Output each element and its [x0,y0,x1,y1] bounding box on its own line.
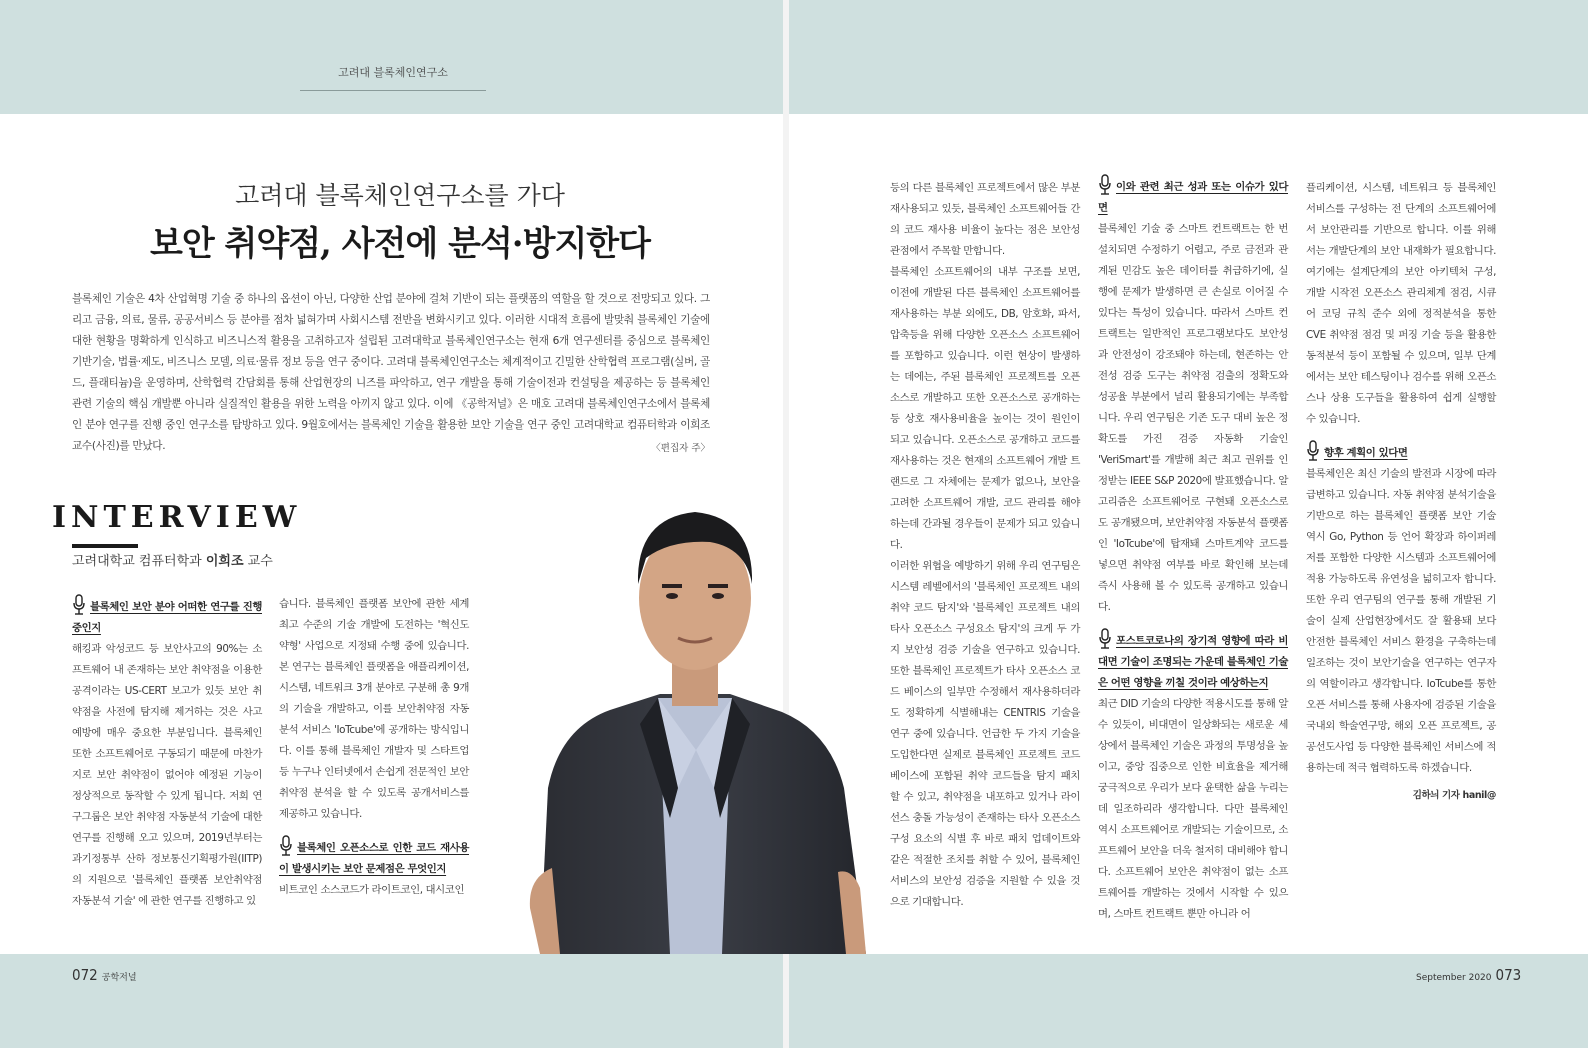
left-page-number: 072 [72,966,98,984]
interview-heading: INTERVIEW [52,500,302,535]
question-4 [1098,628,1288,694]
column-1 [72,594,262,912]
answer-2-start: 비트코인 소스코드가 라이트코인, 대시코인 [279,884,465,896]
byline-name: 이희조 [205,554,244,569]
byline-rule [72,544,138,548]
answer-2-para2: 블록체인 소프트웨어의 내부 구조를 보면, 이전에 개발된 다른 블록체인 소프트웨어를 재사용하는 부분 외에도, DB, 암호화, 파서, 압축등을 위해 다양한 오픈소스 소프트웨어를 포함하고 있습니다. 이런 현상이 발생하는 데에는, 주된 블록체인 프로젝트를 오픈소스로 개발하고 또한 오픈소스로 공개하는 등 상호 재사용비율을 높이는 것이 원인이 되고 있습니다. 오픈소스로 공개하고 코드를 재사용하는 것은 현재의 소프트웨어 개발 트랜드로 그 자체에는 문제가 없으나, 보안을 고려한 소프트웨어 개발, 코드 관리를 해야 하는데 간과될 경우들이 문제가 되고 있습니다. [890,266,1080,551]
question-3 [1098,174,1288,219]
column-3 [890,178,1080,913]
answer-1: 해킹과 악성코드 등 보안사고의 90%는 소프트웨어 내 존재하는 보안 취약점을 이용한 공격이라는 US-CERT 보고가 있듯 보안 취약점을 사전에 탐지해 제거하는 것은 사고 예방에 매우 중요한 부분입니다. 블록체인 또한 소프트웨어로 구동되기 때문에 마찬가지로 보안 취약점이 없어야 예정된 기능이 정상적으로 동작할 수 있게 됩니다. 저희 연구그룹은 보안 취약점 자동분석 기술에 대한 연구를 진행해 오고 있으며, 2019년부터는 과기정통부 산하 정보통신기획평가원(IITP)의 지원으로 '블록체인 플랫폼 보안취약점 자동분석 기술' 에 관한 연구를 진행하고 있 [72,643,262,907]
article-kicker: 고려대 블록체인연구소를 가다 [235,181,565,210]
article-headline: 보안 취약점, 사전에 분석·방지한다 [150,224,650,264]
microphone-icon [279,835,293,857]
article-lead: 블록체인 기술은 4차 산업혁명 기술 중 하나의 옵션이 아닌, 다양한 산업 분야에 걸쳐 기반이 되는 플랫폼의 역할을 할 것으로 전망되고 있다. 그리고 금융, 의료, 물류, 공공서비스 등 분야를 점차 넓혀가며 사회시스템 전반을 변화시키고 있다. 이러한 시대적 흐름에 발맞춰 블록체인 기술에 대한 현황을 명확하게 인식하고 비즈니스적 활용을 고취하고자 설립된 고려대학교 블록체인연구소는 현재 6개 연구센터를 중심으로 블록체인 기반기술, 법률·제도, 비즈니스 모델, 의료·물류 정보 등을 연구 중이다. 고려대 블록체인연구소는 체계적이고 긴밀한 산학협력 프로그램(실버, 골드, 플래티늄)을 운영하며, 산학협력 간담회를 통해 산업현장의 니즈를 파악하고, 연구 개발을 통해 기술이전과 컨설팅을 제공하는 등 블록체인 관련 기술의 핵심 개발뿐 아니라 실질적인 활용을 위한 노력을 아끼지 않고 있다. 이에 《공학저널》은 매호 고려대 블록체인연구소에서 블록체인 분야 연구를 진행 중인 연구소를 탐방하고 있다. 9월호에서는 블록체인 기술을 활용한 보안 기술을 연구 중인 고려대학교 컴퓨터학과 이희조 교수(사진)를 만났다. [72,293,710,452]
answer-3: 블록체인 기술 중 스마트 컨트랙트는 한 번 설치되면 수정하기 어렵고, 주로 금전과 관계된 민감도 높은 데이터를 취급하기에, 실행에 문제가 발생하면 큰 손실로 이어질 수 있다는 특성이 있습니다. 따라서 스마트 컨트랙트는 일반적인 프로그램보다도 보안성과 안전성이 강조돼야 하는데, 현존하는 안전성 검증 도구는 취약점 검출의 정확도와 성공율 부분에서 널리 활용되기에는 부족합니다. 우리 연구팀은 기존 도구 대비 높은 정확도를 가진 검증 자동화 기술인 'VeriSmart'를 개발해 최근 최고 권위를 인정받는 IEEE S&P 2020에 발표했습니다. 알고리즘은 소프트웨어로 구현돼 오픈소스로도 공개됐으며, 보안취약점 자동분석 플랫폼인 'IoTcube'에 탑재돼 스마트계약 코드를 넣으면 취약점 여부를 바로 확인해 보는데 즉시 사용해 볼 수 있도록 공개하고 있습니다. [1098,223,1288,613]
top-band [0,0,1588,114]
byline-title: 교수 [243,554,273,569]
microphone-icon [72,594,86,616]
answer-4: 최근 DID 기술의 다양한 적용시도를 통해 알 수 있듯이, 비대면이 일상화되는 새로운 세상에서 블록체인 기술은 과정의 투명성을 높이고, 중앙 집중으로 인한 비효율을 제거해 궁극적으로 우리가 보다 윤택한 삶을 누리는데 일조하리라 생각합니다. 다만 블록체인 역시 소프트웨어로 개발되는 기술이므로, 소프트웨어 보안을 더욱 철저히 대비해야 합니다. 소프트웨어 보안은 취약점이 없는 소프트웨어를 개발하는 것에서 시작할 수 있으며, 스마트 컨트랙트 뿐만 아니라 어 [1098,698,1288,920]
question-5 [1306,440,1496,464]
left-magazine-name: 공학저널 [101,973,137,983]
question-4-text: 포스트코로나의 장기적 영향에 따라 비대면 기술이 조명되는 가운데 블록체인 기술은 어떤 영향을 끼칠 것이라 예상하는지 [1098,635,1288,689]
microphone-icon [1098,174,1112,196]
question-1 [72,594,262,639]
answer-1-cont: 습니다. 블록체인 플랫폼 보안에 관한 세계 최고 수준의 기술 개발에 도전하는 '혁신도약형' 사업으로 지정돼 수행 중에 있습니다. 본 연구는 블록체인 플랫폼을 애플리케이션, 시스템, 네트워크 3개 분야로 구분해 총 9개의 기술을 개발하고, 이를 보안취약점 자동 분석 서비스 'IoTcube'에 공개하는 방식입니다. 이를 통해 블록체인 개발자 및 스타트업 등 누구나 인터넷에서 손쉽게 전문적인 보안 취약점 분석을 할 수 있도록 공개서비스를 제공하고 있습니다. [279,598,469,820]
answer-5: 블록체인은 최신 기술의 발전과 시장에 따라 급변하고 있습니다. 자동 취약점 분석기술을 기반으로 하는 블록체인 플랫폼 보안 기술 역시 Go, Python 등 언어 확장과 하이퍼레저를 포함한 다양한 시스템과 소프트웨어에 적용 가능하도록 유연성을 넓히고자 합니다. 또한 우리 연구팀의 연구를 통해 개발된 기술이 실제 산업현장에서도 잘 활용돼 보다 안전한 블록체인 서비스 환경을 구축하는데 일조하는 것이 보안기술을 연구하는 연구자의 역할이라고 생각합니다. IoTcube를 통한 오픈 서비스를 통해 사용자에 검증된 기술을 국내외 학술연구망, 해외 오픈 프로젝트, 공공선도사업 등 다양한 블록체인 서비스에 적용하는데 적극 협력하도록 하겠습니다. [1306,468,1496,774]
answer-2-cont: 등의 다른 블록체인 프로젝트에서 많은 부분 재사용되고 있듯, 블록체인 소프트웨어들 간의 코드 재사용 비율이 높다는 점은 보안성 관점에서 주목할 만합니다. [890,182,1080,257]
column-5 [1306,178,1496,806]
answer-2-para3: 이러한 위협을 예방하기 위해 우리 연구팀은 시스템 레벨에서의 '블록체인 프로젝트 내의 취약 코드 탐지'와 '블록체인 프로젝트 내의 타사 오픈소스 구성요소 탐지'의 크게 두 가지 보안성 검증 기술을 연구하고 있습니다. 또한 블록체인 프로젝트가 타사 오픈소스 코드 베이스의 일부만 수정해서 재사용하더라도 정확하게 식별해내는 CENTRIS 기술을 연구 중에 있습니다. 언급한 두 가지 기술을 도입한다면 실제로 블록체인 프로젝트 코드 베이스에 포함된 취약 코드들을 탐지 패치 할 수 있고, 취약점을 내포하고 있거나 라이선스 충돌 가능성이 존재하는 타사 오픈소스 구성 요소의 식별 후 바로 패치 업데이트와 같은 적절한 조치를 취할 수 있어, 블록체인 서비스의 보안성 검증을 지원할 수 있을 것으로 기대합니다. [890,560,1080,908]
question-2-text: 블록체인 오픈소스로 인한 코드 재사용이 발생시키는 보안 문제점은 무엇인지 [279,842,469,875]
question-2 [279,835,469,880]
column-4 [1098,174,1288,925]
reporter-credit: 김하늬 기자 hanil@ [1412,790,1496,801]
column-2 [279,594,469,901]
byline [72,550,273,569]
running-head: 고려대 블록체인연구소 [300,64,486,91]
editor-note: 〈편집자 주〉 [651,443,710,454]
byline-dept: 고려대학교 컴퓨터학과 [72,554,206,569]
question-3-text: 이와 관련 최근 성과 또는 이슈가 있다면 [1098,181,1288,214]
bottom-band [0,954,1588,1048]
right-page-number: 073 [1495,966,1522,984]
professor-portrait [500,488,872,954]
microphone-icon [1098,628,1112,650]
question-1-text: 블록체인 보안 분야 어떠한 연구를 진행 중인지 [72,601,262,634]
question-5-text: 향후 계획이 있다면 [1324,447,1408,459]
right-folio [1416,966,1521,984]
right-issue-date: September 2020 [1416,973,1492,983]
microphone-icon [1306,440,1320,462]
answer-4-cont: 플리케이션, 시스템, 네트워크 등 블록체인 서비스를 구성하는 전 단계의 소프트웨어에서 보안관리를 기반으로 합니다. 이를 위해서는 개발단계의 보안 내재화가 필요합니다. 여기에는 설계단계의 보안 아키텍처 구성, 개발 시작전 오픈소스 관리체계 점검, 시큐어 코딩 규칙 준수 외에 정적분석을 통한 CVE 취약점 점검 및 퍼징 기술 등을 활용한 동적분석 등이 포함될 수 있으며, 일부 단계에서는 보안 테스팅이나 검수를 위해 오픈소스나 상용 도구들을 활용하여 쉽게 실행할 수 있습니다. [1306,182,1496,425]
left-folio [72,966,137,984]
